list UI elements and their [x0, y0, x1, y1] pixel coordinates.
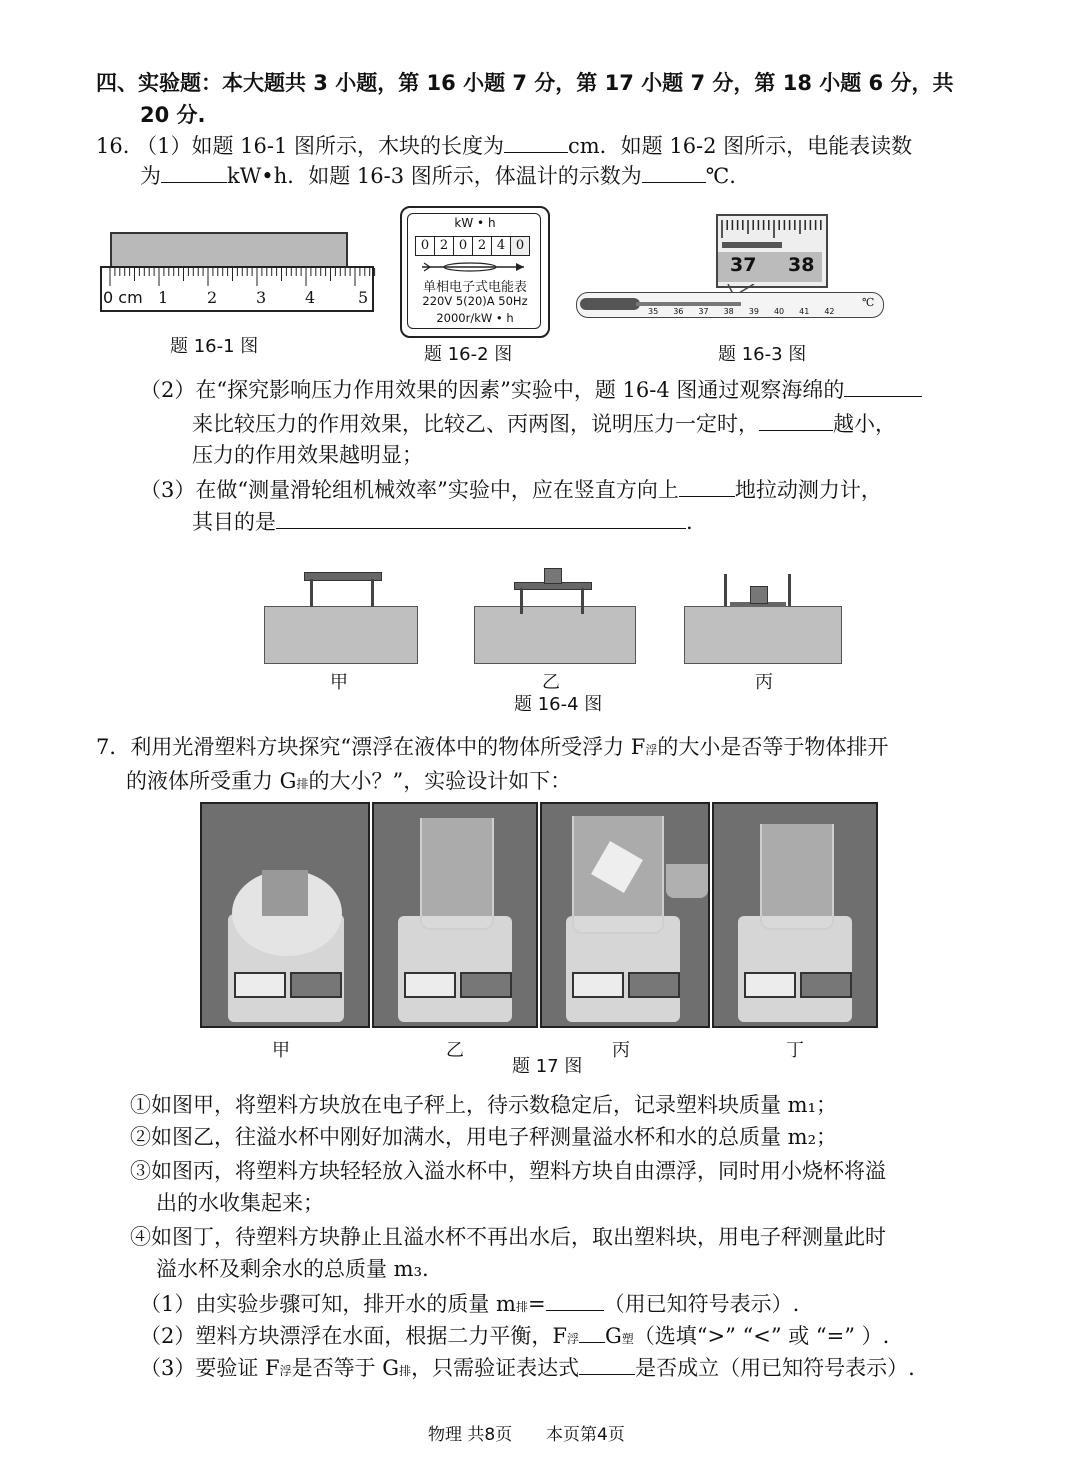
caption-16-3: 题 16-3 图 [718, 344, 807, 365]
figure-16-4 [264, 568, 844, 664]
sq3-text-c: ，只需验证表达式 [411, 1356, 580, 1380]
q16-p1-text-d: kW•h．如题 16-3 图所示，体温计的示数为 [227, 164, 642, 188]
photo-jia [200, 802, 370, 1028]
sq3-text-a: （3）要验证 F [140, 1356, 280, 1380]
q17-sub1 [140, 1288, 799, 1322]
caption-16-1: 题 16-1 图 [170, 336, 259, 357]
meter-unit: kW • h [454, 216, 496, 230]
blank-length [504, 130, 568, 153]
q16-p1-text-a: （1）如题 16-1 图所示，木块的长度为 [136, 134, 504, 158]
caption-16-4: 题 16-4 图 [514, 694, 603, 715]
q16-p3-line1 [140, 474, 882, 505]
q16-p2-line2 [192, 408, 896, 439]
step-4-cont: 溢水杯及剩余水的总质量 m₃. [156, 1257, 429, 1281]
section-header: 四、实验题：本大题共 3 小题，第 16 小题 7 分，第 17 小题 7 分，第 18 小题 6 分，共 [96, 71, 954, 95]
footer-page-number: 本页第4页 [546, 1425, 625, 1445]
photo-label-jia: 甲 [272, 1040, 290, 1061]
blank-uniform [679, 474, 735, 497]
figure-16-2 [400, 206, 550, 338]
scale-label: 36 [673, 307, 684, 316]
ruler-label-5: 5 [358, 288, 369, 307]
meter-digit: 0 [416, 237, 435, 255]
photo-label-yi: 乙 [446, 1040, 464, 1061]
scale-buttons [628, 972, 680, 998]
sq3-sub-float: 浮 [279, 1364, 292, 1378]
scale-label: 37 [698, 307, 709, 316]
sq2-text-b: G [604, 1324, 622, 1348]
wood-block [110, 232, 348, 270]
thermometer-mercury [636, 302, 741, 306]
step-1: ①如图甲，将塑料方块放在电子秤上，待示数稳定后，记录塑料块质量 m₁； [130, 1093, 838, 1117]
q16-p3-text-d: . [686, 510, 693, 534]
ruler-label-3: 3 [256, 288, 267, 307]
scale [398, 916, 512, 1022]
sq2-sub-float: 浮 [566, 1332, 579, 1346]
scale-display [404, 972, 456, 998]
sponge-jia [264, 606, 418, 664]
zoom-label-38: 38 [788, 254, 815, 276]
sq1-text-b: = [527, 1292, 546, 1316]
blank-purpose [276, 506, 686, 529]
q16-p2-text-b: 来比较压力的作用效果，比较乙、丙两图，说明压力一定时， [192, 412, 759, 436]
scale-display [744, 972, 796, 998]
zoom-ticks [718, 216, 826, 242]
table-leg [520, 588, 523, 614]
figure-16-3 [576, 212, 886, 324]
scale-label: 40 [773, 307, 785, 316]
q16-p3-text-c: 其目的是 [192, 510, 276, 534]
q17-text-a: 7．利用光滑塑料方块探究“漂浮在液体中的物体所受浮力 F [96, 735, 646, 759]
photo-label-ding: 丁 [786, 1040, 804, 1061]
table-leg [371, 579, 374, 607]
q16-p1-text-e: ℃. [705, 164, 736, 188]
label-bing: 丙 [755, 672, 773, 693]
sponge-bing [684, 606, 842, 664]
sq3-sub-pai: 排 [399, 1364, 412, 1378]
meter-digit: 0 [511, 237, 529, 255]
ruler-label-1: 1 [158, 288, 169, 307]
scale [738, 916, 852, 1022]
scale-buttons [290, 972, 342, 998]
q17-text-b: 的大小是否等于物体排开 [657, 735, 889, 759]
blank-expression [579, 1352, 635, 1375]
meter-line3: 2000r/kW • h [436, 311, 514, 325]
small-beaker [666, 864, 708, 898]
footer-total-pages: 物理 共8页 [428, 1425, 513, 1445]
thermometer-unit: ℃ [862, 296, 875, 309]
scale-buttons [800, 972, 852, 998]
meter-digit: 2 [435, 237, 454, 255]
q16-p2-text-c: 越小， [833, 412, 896, 436]
sponge-yi [474, 606, 636, 664]
sq2-text-a: （2）塑料方块漂浮在水面，根据二力平衡，F [140, 1324, 567, 1348]
overflow-cup [760, 824, 834, 930]
q17-line2 [126, 766, 571, 799]
scale-label: 41 [799, 307, 810, 316]
section-header-cont: 20 分. [140, 103, 206, 127]
label-yi: 乙 [542, 672, 560, 693]
ruler-label-2: 2 [207, 288, 218, 307]
q16-p3-text-a: （3）在做“测量滑轮组机械效率”实验中，应在竖直方向上 [140, 478, 679, 502]
thermometer-bulb [580, 298, 640, 310]
step-3: ③如图丙，将塑料方块轻轻放入溢水杯中，塑料方块自由漂浮，同时用小烧杯将溢 [130, 1159, 886, 1183]
photo-yi [372, 802, 538, 1028]
q17-text-d: 的大小？”，实验设计如下： [308, 769, 572, 793]
meter-digit: 4 [492, 237, 511, 255]
zoom-label-37: 37 [730, 254, 757, 276]
q16-p2-line1 [140, 374, 922, 405]
meter-digits [415, 236, 530, 256]
mercury-column [722, 242, 782, 248]
scale-label: 38 [723, 307, 734, 316]
sub-float: 浮 [645, 743, 658, 757]
q17-line1 [96, 732, 888, 765]
sq1-text-c: （用已知符号表示）. [603, 1292, 800, 1316]
sq2-sub-plastic: 塑 [621, 1332, 634, 1346]
table-leg [724, 574, 727, 606]
plastic-block [262, 870, 308, 916]
q16-p2-line3: 压力的作用效果越明显； [192, 443, 423, 467]
q17-text-c: 的液体所受重力 G [126, 769, 297, 793]
scale-label: 42 [824, 307, 835, 316]
table-leg [788, 574, 791, 606]
meter-line1: 单相电子式电能表 [422, 280, 527, 295]
scale-label: 39 [748, 307, 759, 316]
scale-display [572, 972, 624, 998]
meter-arrow-icon [420, 260, 530, 274]
blank-area [759, 408, 833, 431]
photo-label-bing: 丙 [612, 1040, 630, 1061]
sq1-sub: 排 [515, 1300, 528, 1314]
blank-displaced-mass [546, 1288, 604, 1311]
q17-sub3 [140, 1352, 915, 1386]
blank-sponge [844, 374, 922, 397]
photo-ding [712, 802, 878, 1028]
meter-line2: 220V 5(20)A 50Hz [422, 294, 528, 308]
photo-bing [540, 802, 710, 1028]
q16-number: 16. [96, 134, 130, 158]
sq2-text-c: （选填“>” “<” 或 “=” ）. [633, 1324, 890, 1348]
weight-yi [544, 568, 562, 584]
figure-16-1 [100, 228, 376, 312]
meter-digit: 2 [473, 237, 492, 255]
caption-17: 题 17 图 [512, 1056, 583, 1077]
blank-temperature [642, 160, 706, 183]
step-2: ②如图乙，往溢水杯中刚好加满水，用电子秤测量溢水杯和水的总质量 m₂； [130, 1125, 838, 1149]
caption-16-2: 题 16-2 图 [424, 344, 513, 365]
thermometer-scale [648, 307, 835, 316]
thermometer-zoom-box [716, 214, 828, 288]
weight-bing [750, 586, 768, 604]
table-leg [581, 588, 584, 614]
blank-meter-reading [161, 160, 227, 183]
step-3-cont: 出的水收集起来； [156, 1191, 324, 1215]
scale-buttons [460, 972, 512, 998]
label-jia: 甲 [330, 672, 348, 693]
table-leg [310, 579, 313, 607]
q16-line2 [140, 160, 736, 191]
scale-label: 35 [648, 307, 659, 316]
sq3-text-b: 是否等于 G [291, 1356, 400, 1380]
overflow-cup [420, 818, 494, 930]
scale-display [234, 972, 286, 998]
q17-sub2 [140, 1320, 889, 1354]
step-4: ④如图丁，待塑料方块静止且溢水杯不再出水后，取出塑料块，用电子秤测量此时 [130, 1225, 886, 1249]
q16-p1-text-c: 为 [140, 164, 161, 188]
q16-p2-text-a: （2）在“探究影响压力作用效果的因素”实验中，题 16-4 图通过观察海绵的 [140, 378, 845, 402]
sq3-text-d: 是否成立（用已知符号表示）. [635, 1356, 915, 1380]
q16-line1 [96, 130, 912, 161]
q16-p3-text-b: 地拉动测力计， [734, 478, 882, 502]
ruler-label-4: 4 [305, 288, 316, 307]
sub-pai: 排 [296, 777, 309, 791]
blank-compare [579, 1320, 605, 1343]
sq1-text-a: （1）由实验步骤可知，排开水的质量 m [140, 1292, 516, 1316]
meter-digit: 0 [454, 237, 473, 255]
ruler-label-0: 0 cm [103, 288, 143, 307]
q16-p1-text-b: cm．如题 16-2 图所示，电能表读数 [567, 134, 913, 158]
q16-p3-line2 [192, 506, 693, 537]
